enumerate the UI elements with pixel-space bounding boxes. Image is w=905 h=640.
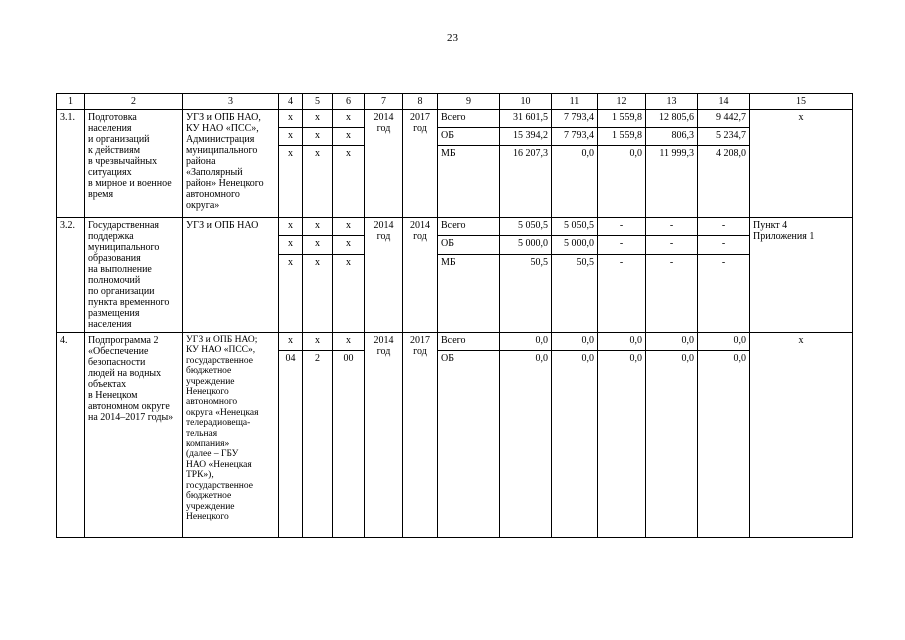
header-cell: 4	[279, 94, 303, 110]
total-value: 5 050,5	[500, 218, 552, 236]
code-cell: х	[279, 128, 303, 146]
year-value: 0,0	[552, 351, 598, 538]
year-value: 0,0	[552, 333, 598, 351]
year-value: -	[646, 254, 698, 332]
code-cell: х	[303, 146, 333, 218]
code-cell: х	[303, 110, 333, 128]
year-value: -	[646, 218, 698, 236]
activity-name: Подготовка населения и организаций к действиям в чрезвычайных ситуациях в мирное и военное время	[85, 110, 183, 218]
code-cell: 00	[333, 351, 365, 538]
header-cell: 15	[750, 94, 853, 110]
funding-source: ОБ	[438, 128, 500, 146]
code-cell: х	[279, 218, 303, 236]
budget-table	[56, 93, 853, 538]
year-value: 5 000,0	[552, 236, 598, 254]
year-value: -	[598, 236, 646, 254]
code-cell: х	[279, 236, 303, 254]
funding-source: МБ	[438, 254, 500, 332]
year-value: 9 442,7	[698, 110, 750, 128]
header-cell: 5	[303, 94, 333, 110]
row-number: 3.1.	[57, 110, 85, 218]
code-cell: х	[279, 333, 303, 351]
code-cell: х	[333, 333, 365, 351]
executor: УГЗ и ОПБ НАО	[183, 218, 279, 333]
code-cell: 04	[279, 351, 303, 538]
activity-name: Государственная поддержка муниципального образования на выполнение полномочий по организации пункта временного размещения населения	[85, 218, 183, 333]
total-value: 5 000,0	[500, 236, 552, 254]
total-value: 15 394,2	[500, 128, 552, 146]
row-number: 3.2.	[57, 218, 85, 333]
code-cell: х	[333, 146, 365, 218]
code-cell: х	[333, 128, 365, 146]
year-value: 4 208,0	[698, 146, 750, 218]
page-number: 23	[447, 32, 458, 44]
start-year: 2014 год	[365, 110, 403, 218]
funding-source: Всего	[438, 218, 500, 236]
total-value: 50,5	[500, 254, 552, 332]
end-year: 2017 год	[403, 110, 438, 218]
table-row	[57, 218, 853, 236]
year-value: -	[646, 236, 698, 254]
code-cell: х	[279, 146, 303, 218]
header-cell: 3	[183, 94, 279, 110]
year-value: -	[698, 218, 750, 236]
header-cell: 7	[365, 94, 403, 110]
year-value: 0,0	[646, 333, 698, 351]
code-cell: х	[303, 254, 333, 332]
year-value: 0,0	[698, 351, 750, 538]
year-value: 5 234,7	[698, 128, 750, 146]
start-year: 2014 год	[365, 218, 403, 333]
code-cell: 2	[303, 351, 333, 538]
code-cell: х	[333, 254, 365, 332]
header-cell: 9	[438, 94, 500, 110]
code-cell: х	[303, 333, 333, 351]
executor: УГЗ и ОПБ НАО; КУ НАО «ПСС», государственное бюджетное учреждение Ненецкого автономного округа «Ненецкая телерадиовеща- тельная компания» (далее – ГБУ НАО «Ненецкая ТРК»), государственное бюджетное учреждение Ненецкого	[183, 333, 279, 538]
header-cell: 6	[333, 94, 365, 110]
year-value: 0,0	[598, 333, 646, 351]
funding-source: Всего	[438, 110, 500, 128]
end-year: 2014 год	[403, 218, 438, 333]
header-cell: 12	[598, 94, 646, 110]
funding-source: Всего	[438, 333, 500, 351]
activity-name: Подпрограмма 2 «Обеспечение безопасности людей на водных объектах в Ненецком автономном округе на 2014–2017 годы»	[85, 333, 183, 538]
year-value: -	[598, 254, 646, 332]
year-value: 0,0	[598, 146, 646, 218]
total-value: 0,0	[500, 333, 552, 351]
total-value: 0,0	[500, 351, 552, 538]
code-cell: х	[333, 218, 365, 236]
year-value: 50,5	[552, 254, 598, 332]
header-cell: 1	[57, 94, 85, 110]
funding-source: ОБ	[438, 351, 500, 538]
year-value: 0,0	[552, 146, 598, 218]
year-value: -	[698, 254, 750, 332]
note: х	[750, 110, 853, 218]
header-cell: 14	[698, 94, 750, 110]
start-year: 2014 год	[365, 333, 403, 538]
end-year: 2017 год	[403, 333, 438, 538]
year-value: 5 050,5	[552, 218, 598, 236]
year-value: 1 559,8	[598, 110, 646, 128]
code-cell: х	[303, 128, 333, 146]
code-cell: х	[303, 236, 333, 254]
total-value: 16 207,3	[500, 146, 552, 218]
code-cell: х	[279, 110, 303, 128]
executor: УГЗ и ОПБ НАО, КУ НАО «ПСС», Администрация муниципального района «Заполярный район» Ненецкого автономного округа»	[183, 110, 279, 218]
header-cell: 10	[500, 94, 552, 110]
header-cell: 13	[646, 94, 698, 110]
row-number: 4.	[57, 333, 85, 538]
funding-source: ОБ	[438, 236, 500, 254]
year-value: 1 559,8	[598, 128, 646, 146]
year-value: 0,0	[646, 351, 698, 538]
header-row	[57, 94, 853, 110]
year-value: -	[698, 236, 750, 254]
year-value: 7 793,4	[552, 110, 598, 128]
header-cell: 8	[403, 94, 438, 110]
code-cell: х	[279, 254, 303, 332]
year-value: 806,3	[646, 128, 698, 146]
table-row	[57, 110, 853, 128]
year-value: 7 793,4	[552, 128, 598, 146]
year-value: 0,0	[598, 351, 646, 538]
note: Пункт 4 Приложения 1	[750, 218, 853, 333]
header-cell: 2	[85, 94, 183, 110]
year-value: 12 805,6	[646, 110, 698, 128]
header-cell: 11	[552, 94, 598, 110]
code-cell: х	[303, 218, 333, 236]
year-value: 11 999,3	[646, 146, 698, 218]
table-row	[57, 333, 853, 351]
year-value: 0,0	[698, 333, 750, 351]
code-cell: х	[333, 110, 365, 128]
note: х	[750, 333, 853, 538]
code-cell: х	[333, 236, 365, 254]
year-value: -	[598, 218, 646, 236]
total-value: 31 601,5	[500, 110, 552, 128]
funding-source: МБ	[438, 146, 500, 218]
